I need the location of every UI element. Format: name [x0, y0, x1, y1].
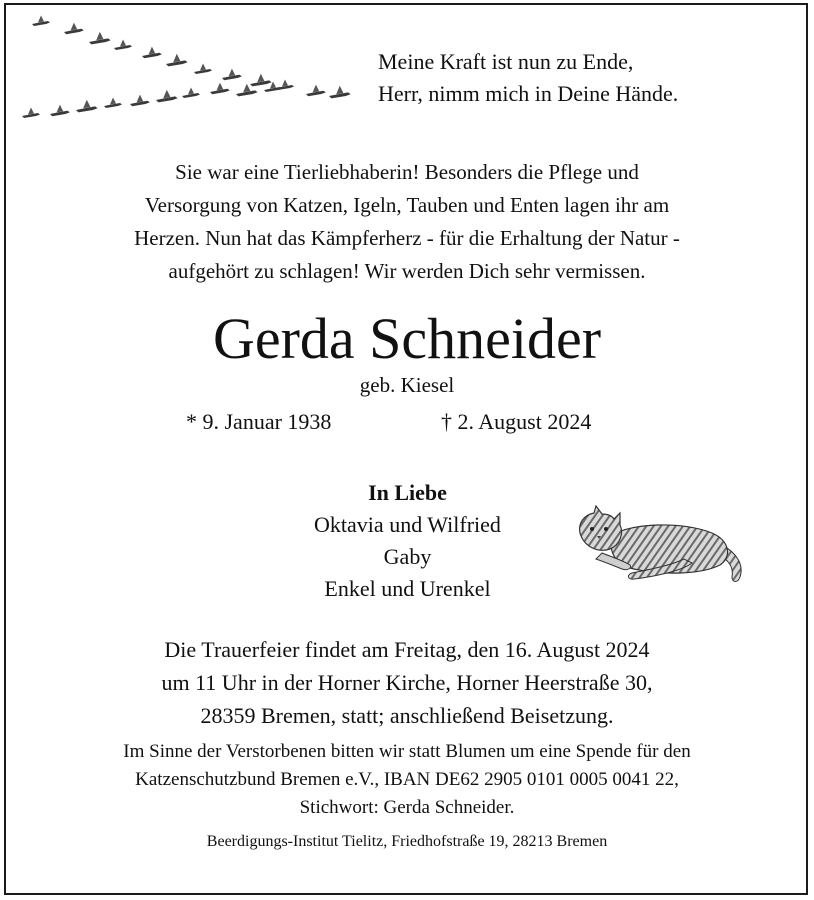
bird-icon [166, 54, 188, 67]
intro-line: Sie war eine Tierliebhaberin! Besonders die Pflege und [175, 160, 639, 184]
donation-line: Stichwort: Gerda Schneider. [299, 797, 515, 818]
bird-icon [250, 74, 272, 87]
birth-date: * 9. Januar 1938 [186, 409, 332, 434]
donation-request [20, 738, 794, 822]
flying-birds-illustration [14, 14, 364, 134]
verse-line-1: Meine Kraft ist nun zu Ende, [378, 49, 634, 74]
bird-icon [64, 23, 84, 35]
intro-line: Herzen. Nun hat das Kämpferherz - für die Erhaltung der Natur - [134, 226, 680, 250]
service-line: Die Trauerfeier findet am Freitag, den 16. August 2024 [164, 637, 650, 662]
bird-icon [329, 86, 351, 99]
service-line: um 11 Uhr in der Horner Kirche, Horner Heerstraße 30, [161, 670, 653, 695]
bird-icon [76, 100, 98, 113]
bird-icon [130, 95, 150, 107]
bird-icon [22, 108, 40, 119]
service-line: 28359 Bremen, statt; anschließend Beisetzung. [200, 703, 614, 728]
bird-icon [306, 85, 326, 97]
intro-line: aufgehört zu schlagen! Wir werden Dich sehr vermissen. [168, 259, 646, 283]
bird-icon [50, 105, 70, 117]
verse-line-2: Herr, nimm mich in Deine Hände. [378, 81, 679, 106]
mourners [200, 477, 615, 605]
donation-line: Katzenschutzbund Bremen e.V., IBAN DE62 2905 0101 0005 0041 22, [135, 769, 679, 790]
intro-text [20, 156, 794, 288]
verse [378, 46, 678, 110]
donation-line: Im Sinne der Verstorbenen bitten wir statt Blumen um eine Spende für den [123, 741, 691, 762]
bird-icon [114, 40, 132, 51]
bird-icon [104, 98, 122, 109]
bird-icon [194, 64, 212, 75]
undertaker-info: Beerdigungs-Institut Tielitz, Friedhofstraße 19, 28213 Bremen [206, 833, 608, 850]
bird-icon [142, 47, 162, 59]
bird-icon [210, 83, 230, 95]
bird-icon [182, 88, 200, 99]
bird-icon [32, 16, 50, 27]
mourners-heading: In Liebe [368, 480, 447, 505]
funeral-service [20, 633, 794, 732]
intro-line: Versorgung von Katzen, Igeln, Tauben und Enten lagen ihr am [144, 193, 670, 217]
resting-cat-illustration [572, 505, 752, 587]
maiden-name: geb. Kiesel [359, 373, 455, 397]
bird-icon [222, 69, 242, 81]
bird-icon [156, 90, 178, 103]
mourner-name: Gaby [383, 544, 432, 569]
mourner-name: Enkel und Urenkel [324, 576, 491, 601]
mourner-name: Oktavia und Wilfried [314, 512, 501, 537]
death-date: † 2. August 2024 [441, 409, 592, 434]
bird-icon [89, 32, 111, 45]
deceased-name: Gerda Schneider [212, 306, 602, 371]
